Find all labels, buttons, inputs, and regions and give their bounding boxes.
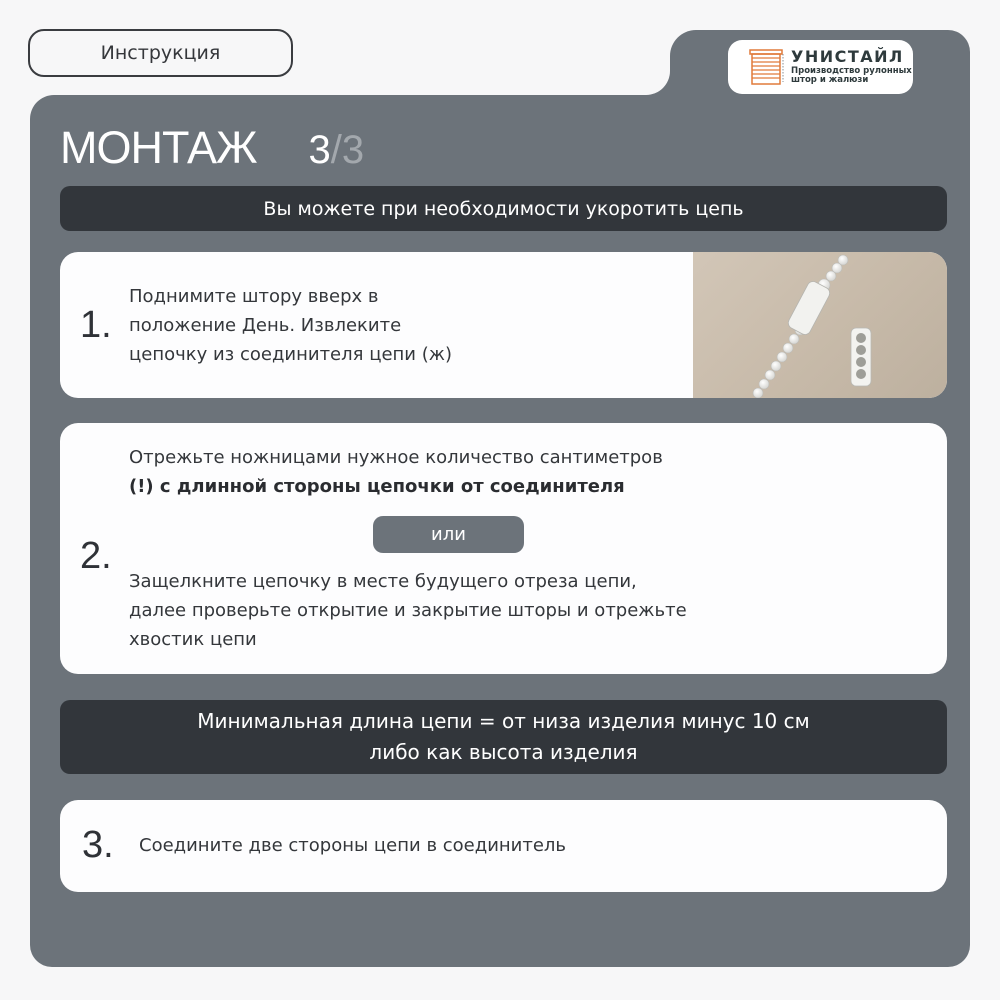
banner-line: Минимальная длина цепи = от низа изделия минус 10 см (197, 709, 810, 733)
step-card-3 (60, 800, 947, 892)
step-number: 3. (82, 824, 114, 866)
step-warning: (!) с длинной стороны цепочки от соединителя (129, 476, 625, 497)
step-line-bold (129, 472, 663, 501)
shorten-chain-banner (60, 186, 947, 231)
chain-photo-illustration (693, 252, 947, 398)
step-line: далее проверьте открытие и закрытие шторы и отрежьте (129, 600, 687, 621)
step-text-alternative (129, 567, 687, 654)
panel-notch (646, 71, 670, 95)
blinds-icon (748, 48, 786, 86)
title-main: МОНТАЖ (60, 122, 257, 173)
or-divider (373, 516, 524, 553)
chain-connector-photo (693, 252, 947, 398)
or-label: или (431, 524, 466, 545)
step-line: цепочку из соединителя цепи (ж) (129, 344, 452, 365)
brand-name: УНИСТАЙЛ (791, 46, 904, 66)
banner-text: Вы можете при необходимости укоротить цепь (263, 197, 744, 220)
step-line: положение День. Извлеките (129, 315, 402, 336)
step-line: хвостик цепи (129, 629, 257, 650)
banner-line: либо как высота изделия (369, 740, 638, 764)
step-card-2 (60, 423, 947, 674)
brand-logo (728, 40, 913, 94)
step-text (129, 282, 452, 369)
step-line: Отрежьте ножницами нужное количество сантиметров (129, 447, 663, 468)
page-number: 3 (308, 128, 331, 172)
step-line: Защелкните цепочку в месте будущего отреза цепи, (129, 571, 637, 592)
step-text: Соедините две стороны цепи в соединитель (139, 835, 567, 856)
step-number: 1. (80, 304, 112, 346)
min-length-banner (60, 700, 947, 774)
brand-subtitle-2: штор и жалюзи (791, 75, 869, 85)
step-number: 2. (80, 535, 112, 577)
page-separator: / (330, 128, 342, 172)
page-title (60, 122, 364, 178)
step-line: Поднимите штору вверх в (129, 286, 379, 307)
step-card-1 (60, 252, 947, 398)
brand-subtitle-1: Производство рулонных (791, 65, 912, 76)
section-label (28, 29, 293, 77)
page-total: 3 (341, 128, 365, 172)
step-text-cut (129, 443, 663, 501)
section-label-text: Инструкция (100, 42, 221, 64)
